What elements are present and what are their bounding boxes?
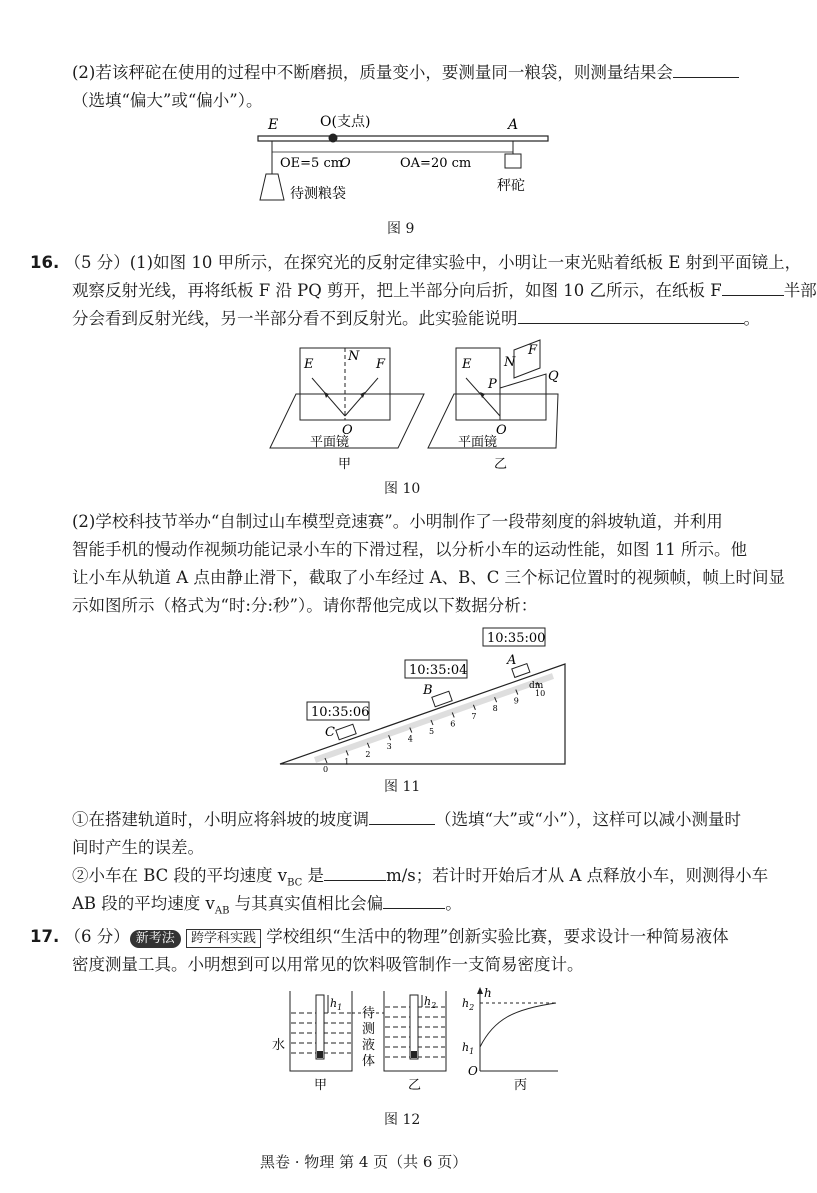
q17-line1: 17. （6 分） 新考法 跨学科实践 学校组织“生活中的物理”创新实验比赛，要求设计一种简易液体	[30, 927, 729, 946]
label-bag: 待测粮袋	[290, 186, 346, 202]
label-a: A	[508, 117, 519, 133]
weight-shape	[505, 154, 521, 168]
sub1-line1: ①在搭建轨道时，小明应将斜坡的坡度调 （选填“大”或“小”），这样可以减小测量时	[72, 810, 741, 829]
svg-text:乙: 乙	[408, 1078, 422, 1093]
svg-text:体: 体	[362, 1054, 376, 1069]
figure-9-lever	[250, 112, 560, 222]
svg-text:10:35:06: 10:35:06	[311, 705, 370, 720]
figure-10-caption: 图 10	[384, 481, 421, 497]
sub2-line1: ②小车在 BC 段的平均速度 $v_{BC}$ 是 m/s；若计时开始后才从 A 点释放小车，则测得小车	[72, 866, 769, 889]
q15-2-line2: （选填“偏大”或“偏小”）。	[72, 91, 263, 110]
ruler-tick-label: 8	[492, 704, 498, 714]
svg-text:h2: $h_2$	[462, 997, 475, 1012]
board-right-f-lower	[500, 374, 546, 420]
label-weight: 秤砣	[497, 178, 525, 194]
svg-text:dm: dm	[529, 681, 544, 691]
svg-text:平面镜: 平面镜	[310, 435, 350, 450]
q16-line2: 观察反射光线，再将纸板 F 沿 PQ 剪开，把上半部分向后折，如图 10 乙所示，在纸板 F 半部	[72, 281, 817, 300]
svg-text:B: B	[423, 683, 433, 698]
figure-12-caption: 图 12	[384, 1112, 421, 1128]
q15-2-line1: (2)若该秤砣在使用的过程中不断磨损，质量变小，要测量同一粮袋，则测量结果会	[72, 61, 739, 85]
sub1-line2: 间时产生的误差。	[72, 838, 204, 857]
svg-text:F: F	[528, 343, 538, 358]
answer-blank[interactable]	[722, 279, 784, 296]
svg-text:O: O	[468, 1064, 478, 1078]
answer-blank[interactable]	[369, 808, 435, 825]
svg-text:水: 水	[272, 1038, 286, 1053]
q16-2-line3: 让小车从轨道 A 点由静止滑下，截取了小车经过 A、B、C 三个标记位置时的视频帧，帧上时间显	[72, 568, 786, 587]
reflected-ray	[345, 378, 378, 416]
ruler-tick-label: 6	[450, 719, 456, 729]
q16-2-line1: (2)学校科技节举办“自制过山车模型竞速赛”。小明制作了一段带刻度的斜坡轨道，并利用	[72, 512, 723, 531]
label-o: O	[340, 156, 351, 171]
svg-text:平面镜: 平面镜	[458, 435, 498, 450]
answer-blank[interactable]	[518, 307, 744, 324]
graph-curve	[480, 1003, 556, 1047]
svg-text:丙: 丙	[514, 1078, 528, 1093]
figure-11-ramp	[275, 624, 575, 772]
svg-text:待: 待	[362, 1006, 376, 1021]
ruler-tick-label: 7	[471, 711, 477, 721]
q17-line2: 密度测量工具。小明想到可以用常见的饮料吸管制作一支简易密度计。	[72, 955, 584, 974]
svg-text:O: O	[496, 423, 507, 438]
label-o-pivot: O(支点)	[320, 114, 371, 130]
figure-9-caption: 图 9	[387, 221, 415, 237]
svg-text:F: F	[376, 357, 386, 372]
svg-text:E: E	[462, 357, 472, 372]
label-e: E	[268, 117, 279, 133]
svg-text:甲: 甲	[314, 1078, 328, 1093]
svg-text:h1: $h_1$	[462, 1041, 475, 1056]
svg-text:10:35:04: 10:35:04	[409, 663, 468, 678]
sub2-line2: AB 段的平均速度 $v_{AB}$ 与其真实值相比会偏 。	[72, 894, 462, 917]
svg-text:甲: 甲	[338, 457, 352, 472]
ruler-tick-label: 1	[344, 757, 350, 767]
label-oa: OA=20 cm	[400, 156, 472, 171]
svg-text:A: A	[507, 653, 517, 668]
svg-text:O: O	[342, 423, 353, 438]
straw-a	[316, 995, 324, 1059]
straw-b	[410, 995, 418, 1059]
ruler-tick-label: 3	[386, 742, 392, 752]
label-oe: OE=5 cm	[280, 156, 344, 171]
svg-text:P: P	[488, 377, 497, 392]
answer-blank[interactable]	[324, 864, 386, 881]
answer-blank[interactable]	[673, 61, 739, 78]
svg-text:N: N	[504, 355, 516, 370]
q16-line1: 16. （5 分）(1)如图 10 甲所示，在探究光的反射定律实验中，小明让一束光贴着纸板 E 射到平面镜上，	[30, 253, 802, 272]
ruler-tick-label: 0	[323, 765, 329, 774]
figure-10-reflection	[258, 338, 568, 476]
ruler-tick-label: 5	[429, 727, 435, 736]
figure-11-caption: 图 11	[384, 779, 421, 795]
svg-text:E: E	[304, 357, 314, 372]
svg-text:h: h	[484, 986, 492, 1000]
ruler-tick-label: 10	[535, 689, 546, 698]
page-footer: 黑卷 · 物理 第 4 页（共 6 页）	[260, 1153, 468, 1171]
svg-text:h2: $h_2$	[424, 995, 437, 1010]
answer-blank[interactable]	[383, 892, 445, 909]
pivot-point	[329, 134, 338, 143]
figure-12-hydrometer	[268, 985, 568, 1095]
svg-text:h1: $h_1$	[330, 997, 343, 1012]
badge-interdisciplinary: 跨学科实践	[186, 929, 261, 948]
ruler-tick-label: 2	[365, 749, 371, 759]
ruler-tick-label: 9	[513, 696, 519, 706]
svg-text:C: C	[325, 725, 335, 740]
badge-new-method: 新考法	[130, 930, 181, 948]
svg-text:Q: Q	[548, 369, 559, 384]
svg-text:液: 液	[362, 1038, 376, 1053]
svg-text:测: 测	[362, 1022, 376, 1037]
svg-text:10:35:00: 10:35:00	[487, 631, 546, 646]
incident-ray	[312, 378, 345, 416]
grain-bag-shape	[260, 174, 284, 200]
ruler-ticks	[323, 682, 545, 774]
svg-text:N: N	[348, 349, 360, 364]
q16-2-line4: 示如图所示（格式为“时:分:秒”）。请你帮他完成以下数据分析：	[72, 596, 538, 615]
cart-c	[336, 724, 356, 739]
ruler-tick-label: 4	[407, 734, 413, 744]
q16-line3: 分会看到反射光线，另一半部分看不到反射光。此实验能说明 。	[72, 309, 760, 328]
lever-bar	[258, 136, 548, 141]
svg-text:乙: 乙	[494, 457, 508, 472]
q16-2-line2: 智能手机的慢动作视频功能记录小车的下滑过程，以分析小车的运动性能，如图 11 所示。他	[72, 540, 747, 559]
